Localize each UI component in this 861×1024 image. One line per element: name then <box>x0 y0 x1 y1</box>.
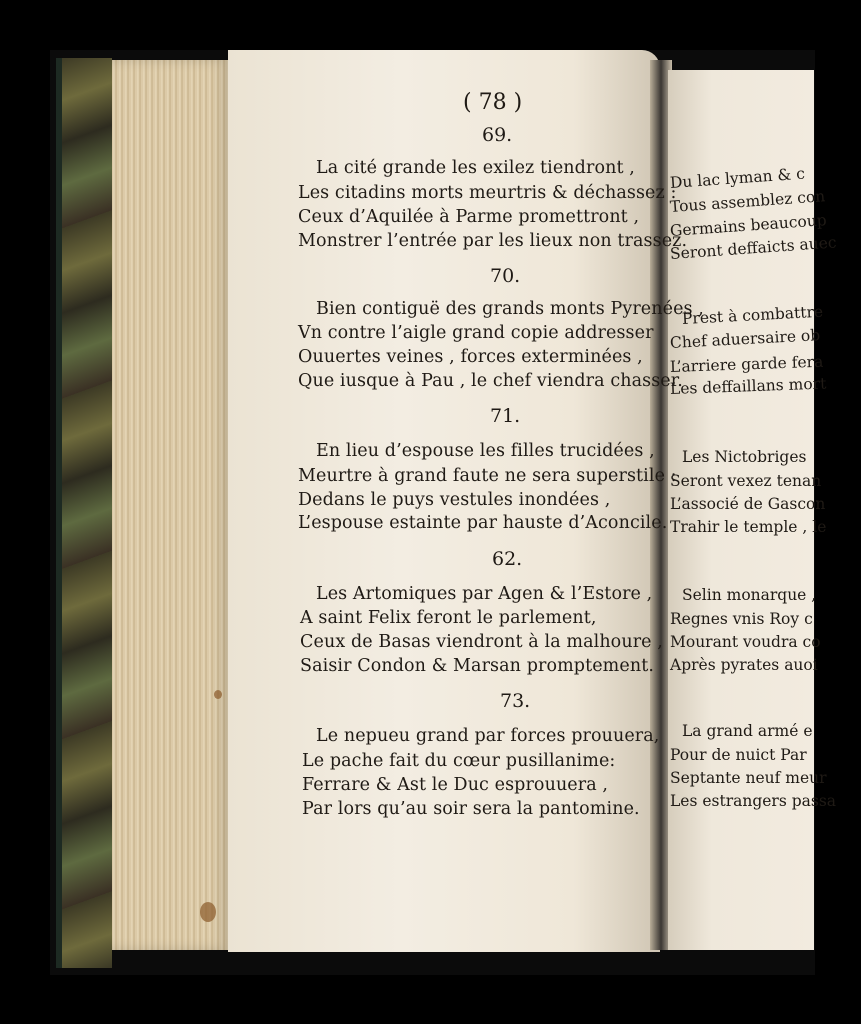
verse-line: A saint Felix feront le parlement, <box>300 608 597 628</box>
quatrain-number: 71. <box>490 405 521 427</box>
quatrain-number: 62. <box>492 548 523 570</box>
verse-line: Les citadins morts meurtris & déchassez : <box>298 183 677 203</box>
right-line: La grand armé e <box>682 722 813 740</box>
verse-line: En lieu d’espouse les filles trucidées , <box>316 441 655 461</box>
verse-line: Les Artomiques par Agen & l’Estore , <box>316 584 653 604</box>
right-line: Du lac lyman & c <box>669 164 806 192</box>
verse-line: Saisir Condon & Marsan promptement. <box>300 656 655 676</box>
verse-line: Que iusque à Pau , le chef viendra chasser. <box>298 371 683 391</box>
right-line: Regnes vnis Roy c <box>670 610 813 628</box>
right-line: Les Nictobriges <box>682 448 807 466</box>
page-number: ( 78 ) <box>463 90 523 115</box>
verse-line: Dedans le puys vestules inondées , <box>298 490 611 510</box>
verse-line: La cité grande les exilez tiendront , <box>316 158 635 178</box>
right-line: Seront vexez tenan <box>670 472 822 490</box>
verse-line: Ceux d’Aquilée à Parme promettront , <box>298 207 640 227</box>
foxing-spot <box>200 902 216 922</box>
verse-line: Meurtre à grand faute ne sera superstile : <box>298 466 677 486</box>
right-line: Selin monarque , <box>682 586 817 604</box>
right-line: Germains beaucoup <box>669 211 828 240</box>
right-line: Septante neuf meur <box>670 769 827 787</box>
quatrain-number: 69. <box>482 124 513 146</box>
right-line: Chef aduersaire ob <box>669 326 821 352</box>
verse-line: Le nepueu grand par forces prouuera, <box>316 726 660 746</box>
quatrain-number: 73. <box>500 690 531 712</box>
verse-line: Ouuertes veines , forces exterminées , <box>298 347 643 367</box>
right-line: Tous assemblez con <box>669 187 826 216</box>
marbled-cover <box>56 58 112 968</box>
quatrain-number: 70. <box>490 265 521 287</box>
right-line: L’arriere garde fera <box>669 352 824 376</box>
foxing-spot <box>214 690 222 699</box>
right-line: Après pyrates auoi <box>670 656 818 674</box>
verse-line: Ceux de Basas viendront à la malhoure , <box>300 632 663 652</box>
verse-line: Monstrer l’entrée par les lieux non trassez. <box>298 231 688 251</box>
right-line: Seront deffaicts auec <box>669 233 838 263</box>
verse-line: Vn contre l’aigle grand copie addresser <box>298 323 654 343</box>
verse-line: Ferrare & Ast le Duc esprouuera , <box>302 775 609 795</box>
verse-line: Bien contiguë des grands monts Pyrenées , <box>316 299 704 319</box>
right-line: L’associé de Gascon <box>670 495 826 513</box>
right-line: Pour de nuict Par <box>670 746 807 764</box>
verse-line: Par lors qu’au soir sera la pantomine. <box>302 799 640 819</box>
right-line: Les deffaillans mort <box>669 374 827 398</box>
right-line: Prest à combattre <box>681 302 824 328</box>
page-edges <box>112 60 230 950</box>
right-line: Mourant voudra co <box>670 633 821 651</box>
right-page <box>668 70 838 950</box>
verse-line: Le pache fait du cœur pusillanime: <box>302 751 616 771</box>
verse-line: L’espouse estainte par hauste d’Aconcile. <box>298 513 668 533</box>
right-line: Les estrangers passa <box>670 792 837 810</box>
right-line: Trahir le temple , le <box>670 518 827 536</box>
